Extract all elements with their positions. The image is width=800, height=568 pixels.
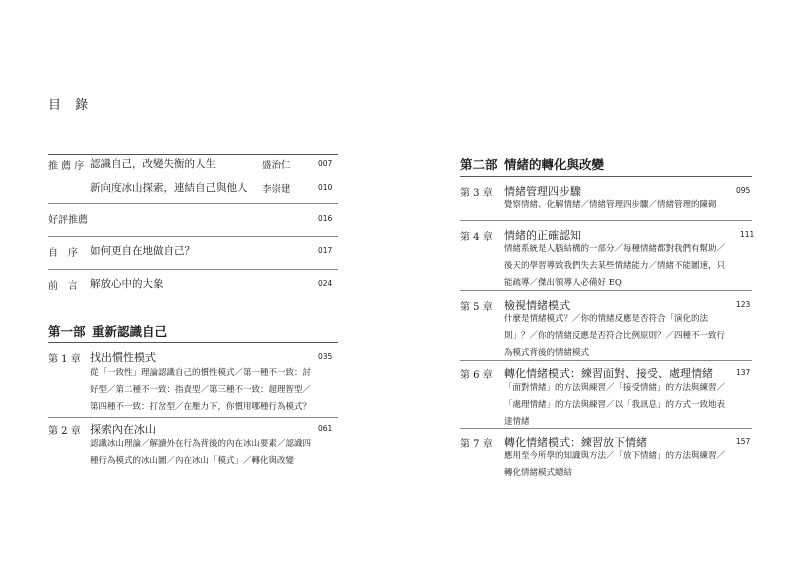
chapter-title: 檢視情緒模式 xyxy=(504,299,570,312)
front-matter-title: 認識自己，改變失衡的人生 xyxy=(90,158,216,170)
description-line: 覺察情緒、化解情緒／情緒管理四步驟／情緒管理的陳砌 xyxy=(504,200,717,210)
chapter-page: 123 xyxy=(736,300,751,309)
description-line: 情緒系統是人腦結構的一部分／每種情緒都對我們有幫助／ xyxy=(504,244,726,254)
chapter-description xyxy=(90,365,338,416)
description-line: 達情緒 xyxy=(504,417,530,427)
chapter-title: 找出慣性模式 xyxy=(90,351,156,364)
chapter-rule xyxy=(48,417,338,418)
chapter-label: 第 4 章 xyxy=(460,232,493,243)
description-line: 第四種不一致：打岔型／在壓力下，你慣用哪種行為模式？ xyxy=(90,402,312,412)
chapter-label: 第 5 章 xyxy=(460,302,493,313)
front-matter-rule xyxy=(48,236,338,237)
chapter-page: 157 xyxy=(736,437,751,446)
chapter-title: 情緒管理四步驟 xyxy=(504,185,581,198)
chapter-page: 035 xyxy=(318,352,333,361)
chapter-title: 情緒的正確認知 xyxy=(504,229,581,242)
front-matter-label: 好評推薦 xyxy=(48,215,88,226)
chapter-label: 第 7 章 xyxy=(460,439,493,450)
description-line: 後天的學習導致我們失去某些情緒能力／情緒不能圖速，只 xyxy=(504,261,726,271)
chapter-description xyxy=(504,241,754,292)
description-line: 應用至今所學的知識與方法／「放下情緒」的方法與練習／ xyxy=(504,451,726,461)
description-line: 種行為模式的冰山圖／內在冰山「模式」／轉化與改變 xyxy=(90,456,295,466)
chapter-rule xyxy=(460,220,752,221)
front-matter-top-rule xyxy=(48,154,338,155)
chapter-description xyxy=(504,197,754,214)
chapter-description xyxy=(90,436,338,470)
part-label: 第一部 xyxy=(48,324,86,339)
chapter-page: 111 xyxy=(740,230,755,239)
front-matter-rule xyxy=(48,269,338,270)
chapter-description xyxy=(504,448,754,482)
description-line: 好型／第二種不一致：指責型／第三種不一致：超理智型／ xyxy=(90,385,312,395)
front-matter-title: 解放心中的大象 xyxy=(90,278,164,290)
chapter-rule xyxy=(460,428,752,429)
chapter-title: 轉化情緒模式：練習面對、接受、處理情緒 xyxy=(504,367,713,380)
chapter-description xyxy=(504,311,754,362)
description-line: 什麼是情緒模式？／你的情緒反應是否符合「演化的法 xyxy=(504,314,709,324)
chapter-page: 061 xyxy=(318,424,333,433)
chapter-label: 第 1 章 xyxy=(48,354,81,365)
part-rule xyxy=(460,176,752,177)
description-line: 能疏導／傑出領導人必備好 EQ xyxy=(504,278,622,288)
description-line: 「處理情緒」的方法與練習／以「我訊息」的方式一致地表 xyxy=(504,400,726,410)
description-line: 從「一致性」理論認識自己的慣性模式／第一種不一致：討 xyxy=(90,368,312,378)
front-matter-label: 前 言 xyxy=(48,281,78,292)
chapter-rule xyxy=(460,360,752,361)
toc-title: 目 錄 xyxy=(48,98,94,113)
chapter-label: 第 2 章 xyxy=(48,426,81,437)
chapter-rule xyxy=(460,290,752,291)
part-rule xyxy=(48,342,338,343)
front-matter-title: 如何更自在地做自己？ xyxy=(90,245,195,257)
chapter-description xyxy=(504,380,754,431)
part-label: 第二部 xyxy=(460,157,498,172)
description-line: 認識冰山理論／解讀外在行為背後的內在冰山要素／認識四 xyxy=(90,439,312,449)
front-matter-title: 新向度冰山探索，連結自己與他人 xyxy=(90,182,248,194)
chapter-label: 第 6 章 xyxy=(460,370,493,381)
part-title: 重新認識自己 xyxy=(92,324,168,339)
front-matter-rule xyxy=(48,203,338,204)
front-matter-page: 024 xyxy=(318,279,333,288)
front-matter-page: 007 xyxy=(318,159,333,168)
description-line: 則」？／你的情緒反應是否符合比例原則？／四種不一致行 xyxy=(504,331,726,341)
front-matter-author: 盛治仁 xyxy=(262,160,291,171)
chapter-label: 第 3 章 xyxy=(460,188,493,199)
front-matter-page: 010 xyxy=(318,183,333,192)
front-matter-page: 016 xyxy=(318,214,333,223)
front-matter-page: 017 xyxy=(318,246,333,255)
chapter-page: 137 xyxy=(736,368,751,377)
front-matter-label: 推 薦 序 xyxy=(48,161,85,172)
description-line: 為模式背後的情緒模式 xyxy=(504,348,590,358)
chapter-title: 探索內在冰山 xyxy=(90,423,156,436)
front-matter-label: 自 序 xyxy=(48,248,78,259)
description-line: 「面對情緒」的方法與練習／「接受情緒」的方法與練習／ xyxy=(504,383,726,393)
part-title: 情緒的轉化與改變 xyxy=(504,157,605,172)
chapter-title: 轉化情緒模式：練習放下情緒 xyxy=(504,436,647,449)
description-line: 轉化情緒模式總結 xyxy=(504,468,573,478)
front-matter-author: 李崇建 xyxy=(262,184,291,195)
chapter-page: 095 xyxy=(736,186,751,195)
